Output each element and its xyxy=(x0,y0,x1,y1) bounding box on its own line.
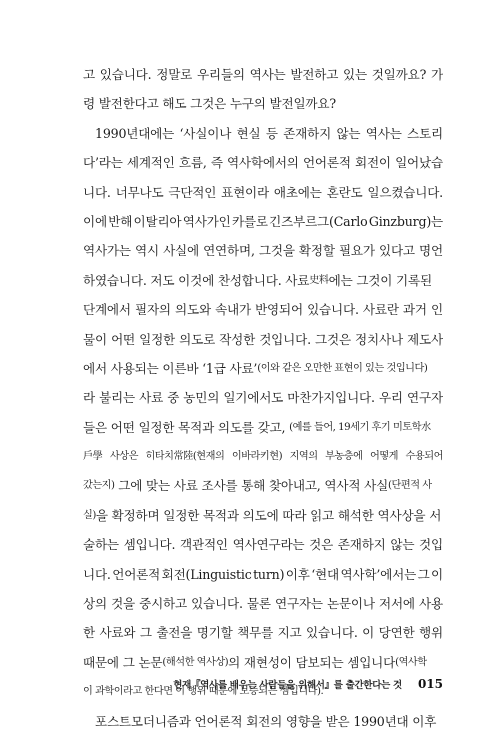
word: 우리들의 xyxy=(196,67,245,82)
word: 당연한 xyxy=(378,625,415,641)
word: 정치사나 xyxy=(355,331,403,347)
word: 있습니다. xyxy=(307,302,359,318)
word: 사실에 xyxy=(163,243,199,259)
text-line xyxy=(83,413,443,442)
word: 일기에서도 xyxy=(223,390,284,406)
word: 속내가 xyxy=(215,302,251,318)
word: 사료와 xyxy=(99,625,136,641)
word: 명기할 xyxy=(196,625,233,641)
body-text-segment: 포스트모더니즘과 언어론적 회전의 영향을 받은 1990년대 이후 xyxy=(95,713,437,729)
annotation-text: 史料 xyxy=(309,274,329,286)
word: 발전하고 xyxy=(290,67,339,82)
word: 역사가인 xyxy=(182,213,231,229)
word: 라 xyxy=(83,390,95,406)
word: 것일까요? xyxy=(371,67,427,82)
word: 있는 xyxy=(342,67,367,82)
word: 인 xyxy=(430,302,443,318)
word: 반해 xyxy=(108,213,133,229)
word: 이후 xyxy=(285,566,310,582)
word: 의도와 xyxy=(175,302,211,318)
word: 언어론적 xyxy=(302,155,351,171)
word: 연연하며, xyxy=(203,243,255,259)
word: 저서에 xyxy=(378,596,415,612)
word: 불리는 xyxy=(99,390,135,406)
text-line xyxy=(83,501,443,530)
word: 의도로 xyxy=(179,331,216,347)
word: 그것을 xyxy=(258,243,295,259)
word: 않는 xyxy=(336,125,361,141)
word: 너무나도 xyxy=(115,184,164,200)
text-line xyxy=(83,530,443,559)
word: 논문이나 xyxy=(326,596,375,612)
word: 연구자는 xyxy=(274,596,323,612)
word: 단계에서 xyxy=(83,302,131,318)
word: 일으켰습니다. xyxy=(367,184,443,200)
annotation-text: 이 과학이라고 한다면 이 행위 때문에 보증되는 셈입니다). xyxy=(83,686,324,698)
word: 이탈리아 xyxy=(133,213,182,229)
word: 물이 xyxy=(83,331,107,347)
word: 흐름, xyxy=(178,155,207,171)
body-text-segment: 에서 사용되는 이른바 ‘1급 사료’ xyxy=(83,360,258,376)
word: 않는 xyxy=(390,537,415,553)
word: 작성한 xyxy=(219,331,256,347)
annotation-text: (예를 들어, 19세기 후기 미토학水 xyxy=(289,421,431,433)
word: 니다. xyxy=(83,566,111,582)
word: 즉 xyxy=(210,155,223,171)
body-text-segment: 그에 맞는 사료 조사를 통해 찾아내고, 역사적 사실 xyxy=(114,478,389,494)
word: 역사가는 xyxy=(83,243,131,259)
text-line xyxy=(83,325,443,354)
word: 현실 xyxy=(236,125,261,141)
word: 가 xyxy=(430,67,443,82)
word: 표현이라 xyxy=(221,184,269,200)
text-line xyxy=(83,89,443,118)
page-footer xyxy=(0,677,443,695)
word: 사용 xyxy=(419,596,443,612)
text-line xyxy=(83,60,443,89)
word: 지역의 xyxy=(289,451,318,463)
word: 상의 xyxy=(83,596,107,612)
text-line xyxy=(83,148,443,177)
word: 우리 xyxy=(378,390,403,406)
word: 역사는 xyxy=(249,67,286,82)
word: 고 xyxy=(83,67,95,82)
annotation-text: 갔는지) xyxy=(83,480,115,492)
word: 제도사 xyxy=(407,331,443,347)
word: 일어났습 xyxy=(395,155,443,171)
annotation-text: (역사학 xyxy=(395,656,427,668)
text-line xyxy=(83,589,443,618)
word: 그 xyxy=(417,566,430,582)
text-line xyxy=(83,119,443,148)
word: 출전을 xyxy=(156,625,193,641)
word: 있습니다. xyxy=(191,596,243,612)
word: 부농층에 xyxy=(325,451,363,463)
word: 과거 xyxy=(402,302,427,318)
word: 있다고 xyxy=(378,243,415,259)
word: 존재하지 xyxy=(283,125,332,141)
body-text-segment: 때문에 그 논문 xyxy=(83,654,163,670)
body-text xyxy=(83,60,443,736)
word: 회전이 xyxy=(354,155,391,171)
word: 반영되어 xyxy=(255,302,303,318)
word: 그 xyxy=(139,625,152,641)
word: 사료란 xyxy=(362,302,399,318)
text-line xyxy=(83,295,443,324)
body-text-segment: 을 확정하며 일정한 목적과 의도에 따라 읽고 해석한 역사상을 서 xyxy=(95,507,442,523)
word: 이바라키현) xyxy=(231,451,283,463)
word: 것은 xyxy=(309,537,334,553)
text-line xyxy=(83,648,443,677)
word: 마찬가지입니다. xyxy=(287,390,375,406)
word: 회전(Linguistic xyxy=(161,566,252,582)
word: turn) xyxy=(253,566,285,582)
word: 객관적인 xyxy=(180,537,228,553)
text-line xyxy=(83,442,443,471)
word: 일정한 xyxy=(139,331,176,347)
word: 책무를 xyxy=(237,625,274,641)
word: 사상은 xyxy=(109,451,138,463)
word: 농민의 xyxy=(183,390,220,406)
word: 존재하지 xyxy=(337,537,386,553)
word: 스토리 xyxy=(407,125,443,141)
word: 확정할 xyxy=(298,243,335,259)
word: 있습니다. xyxy=(306,625,358,641)
word: 등 xyxy=(265,125,278,141)
text-line xyxy=(83,471,443,500)
word: 역시 xyxy=(135,243,159,259)
word: 것을 xyxy=(111,596,135,612)
page-number: 015 xyxy=(417,677,443,691)
text-line xyxy=(83,354,443,383)
annotation-text: (해석한 역사상) xyxy=(162,656,229,668)
annotation-text: 실) xyxy=(83,509,96,521)
word: 수용되어 xyxy=(405,451,443,463)
body-text-segment: 에는 그것이 기록된 xyxy=(328,272,432,288)
body-text-segment: 의 재현성이 담보되는 셈입니다 xyxy=(228,654,396,670)
text-line xyxy=(83,707,443,736)
word: 사료 xyxy=(139,390,164,406)
word: 중시하고 xyxy=(139,596,187,612)
word: 한 xyxy=(83,625,95,641)
body-text-segment: 들은 어떤 일정한 목적과 의도를 갖고, xyxy=(83,419,290,435)
word: 이 xyxy=(362,625,375,641)
word: Ginzburg)는 xyxy=(368,213,443,229)
word: 연구자 xyxy=(407,390,443,406)
text-line xyxy=(83,178,443,207)
word: 필요가 xyxy=(338,243,375,259)
text-line xyxy=(83,236,443,265)
word: 극단적인 xyxy=(168,184,217,200)
word: 것입 xyxy=(419,537,443,553)
body-text-segment: 하였습니다. 저도 이것에 찬성합니다. 사료 xyxy=(83,272,310,288)
word: ‘사실이나 xyxy=(179,125,232,141)
text-line xyxy=(83,383,443,412)
word: 애초에는 xyxy=(273,184,322,200)
word: 역사연구라는 xyxy=(232,537,305,553)
word: 니다. xyxy=(83,184,111,200)
word: 역사는 xyxy=(365,125,402,141)
word: 이에 xyxy=(83,213,107,229)
word: 카를로 xyxy=(231,213,268,229)
word: 술하는 xyxy=(83,537,119,553)
word: 세계적인 xyxy=(126,155,175,171)
word: 이 xyxy=(431,566,443,582)
word: 언어론적 xyxy=(112,566,161,582)
annotation-text: (단편적 사 xyxy=(388,480,432,492)
word: 것입니다. xyxy=(259,331,311,347)
text-line xyxy=(83,560,443,589)
word: ‘현대 xyxy=(311,566,339,582)
word: 혼란도 xyxy=(326,184,363,200)
body-text-segment: 령 발전한다고 해도 그것은 누구의 발전일까요? xyxy=(83,96,336,112)
word: 정말로 xyxy=(156,67,193,82)
word: 히타치常陸(현재의 xyxy=(145,451,225,463)
text-line xyxy=(83,207,443,236)
text-line xyxy=(83,618,443,647)
annotation-text: (이와 같은 오만한 표현이 있는 것입니다) xyxy=(257,362,428,374)
word: 역사학에서의 xyxy=(226,155,299,171)
running-title: 현재『역사를 배우는 사람들을 위해서』를 출간한다는 것 xyxy=(173,680,402,691)
word: 지고 xyxy=(277,625,302,641)
word: 물론 xyxy=(246,596,271,612)
word: 셈입니다. xyxy=(123,537,176,553)
word: 긴즈부르그(Carlo xyxy=(269,213,368,229)
word: 명언 xyxy=(419,243,443,259)
word: 행위 xyxy=(419,625,443,641)
word: 다’라는 xyxy=(83,155,123,171)
text-line xyxy=(83,266,443,295)
word: 필자의 xyxy=(135,302,171,318)
word: 중 xyxy=(167,390,180,406)
word: 戶學 xyxy=(83,451,103,463)
word: 1990년대에는 xyxy=(95,125,175,141)
word: 있습니다. xyxy=(99,67,152,82)
word: 어떤 xyxy=(111,331,135,347)
word: 어떻게 xyxy=(370,451,399,463)
word: 역사학’에서는 xyxy=(340,566,417,582)
word: 그것은 xyxy=(315,331,351,347)
